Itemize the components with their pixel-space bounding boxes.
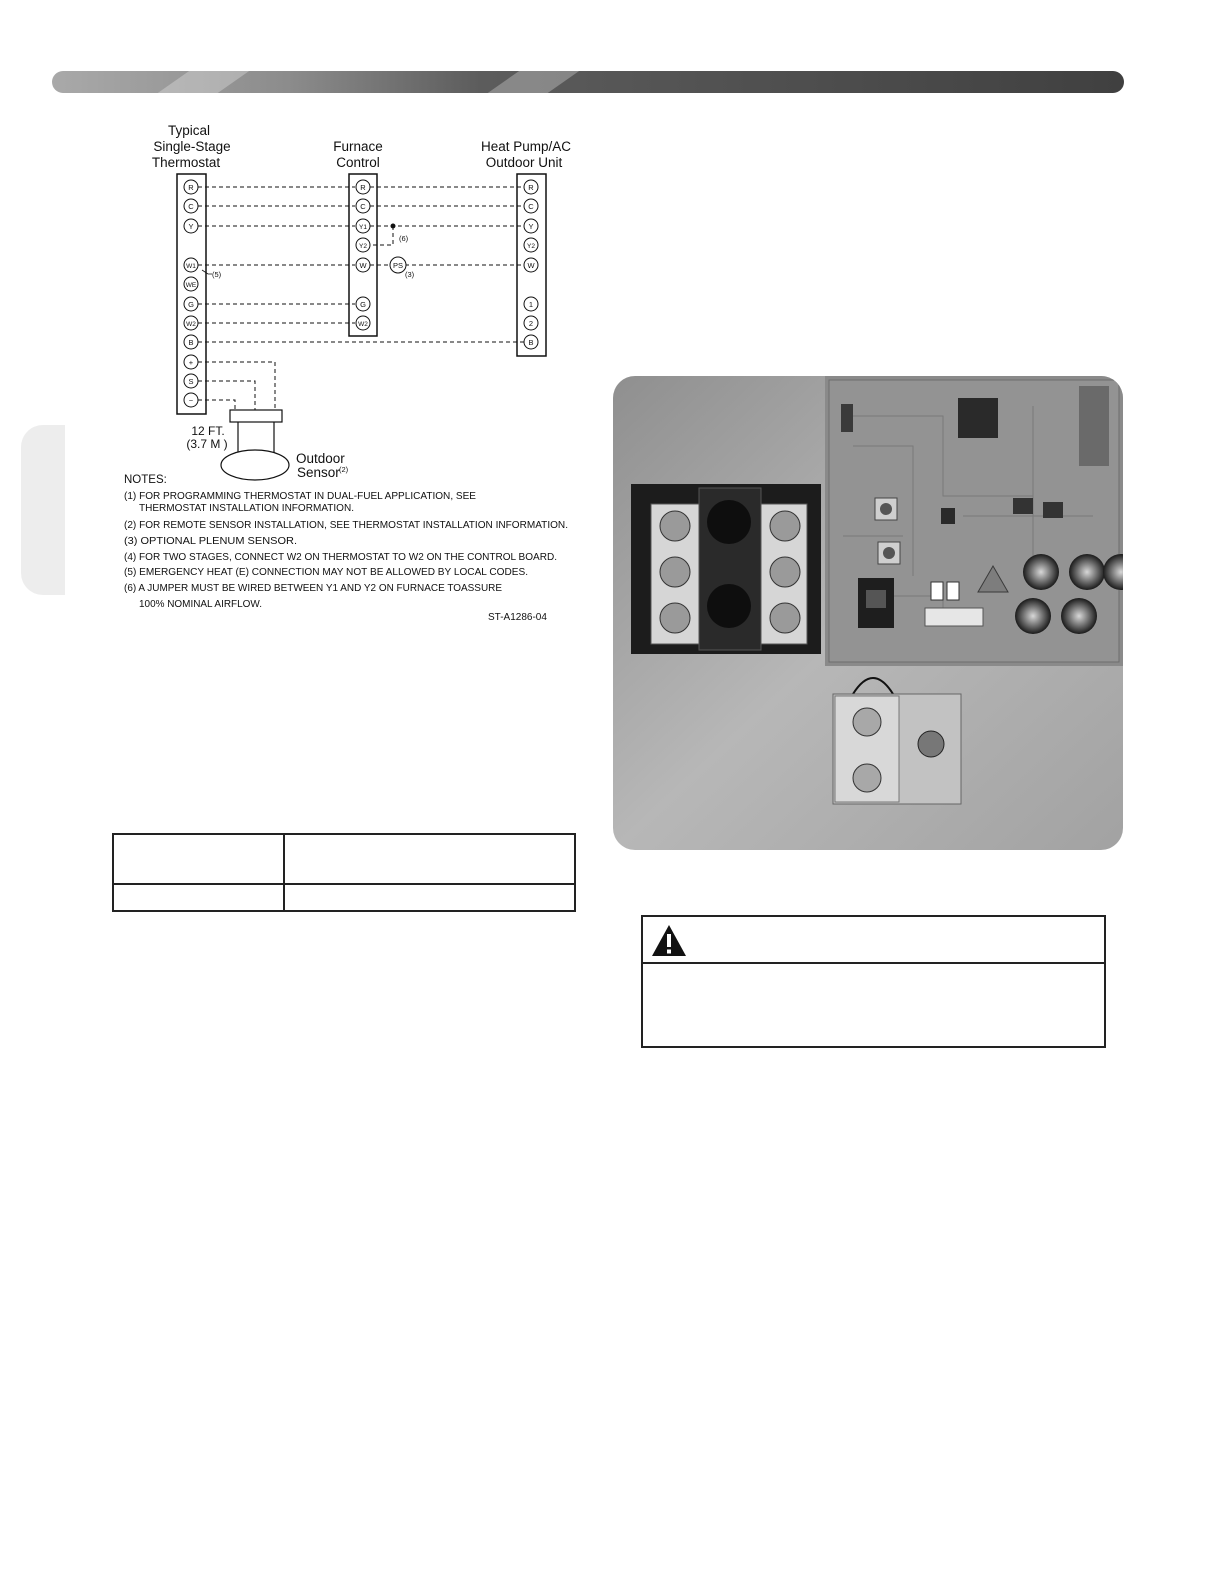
note-line: THERMOSTAT INSTALLATION INFORMATION.	[139, 502, 354, 514]
terminal-label: 2	[528, 319, 534, 328]
terminal-label: S	[188, 377, 194, 386]
outdoor-header-2: Outdoor Unit	[485, 155, 563, 170]
notes-list	[124, 490, 568, 610]
terminal-label: Y1	[359, 224, 367, 231]
control-board-photo	[613, 376, 1123, 850]
terminal-label: −	[188, 396, 194, 405]
warning-divider	[643, 962, 1104, 964]
outdoor-sensor	[221, 450, 289, 480]
terminal-label: Y	[528, 222, 534, 231]
terminal-label: G	[360, 300, 366, 309]
plenum-sensor-label: PS	[392, 261, 404, 270]
thermostat-terminals	[184, 180, 198, 407]
note-line: (3) OPTIONAL PLENUM SENSOR.	[124, 535, 297, 547]
note-line: (2) FOR REMOTE SENSOR INSTALLATION, SEE THERMOSTAT INSTALLATION INFORMATION.	[124, 519, 568, 531]
distance-ft: 12 FT.	[191, 424, 225, 438]
terminal-label: C	[528, 202, 534, 211]
terminal-label: Y	[188, 222, 194, 231]
table-row-divider	[114, 883, 574, 885]
terminal-label: W	[527, 261, 535, 270]
sensor-note-ref: (2)	[339, 465, 349, 474]
wiring-diagram	[110, 118, 580, 638]
note-line: (6) A JUMPER MUST BE WIRED BETWEEN Y1 AND Y2 ON FURNACE TOASSURE	[124, 582, 502, 594]
furnace-strip	[349, 174, 377, 336]
warning-triangle-icon	[651, 924, 687, 957]
terminal-label: C	[360, 202, 366, 211]
terminal-label: R	[188, 183, 194, 192]
terminal-label: G	[188, 300, 194, 309]
terminal-label: R	[528, 183, 534, 192]
terminal-label: W2	[186, 321, 196, 328]
notes-title: NOTES:	[124, 474, 167, 486]
terminal-label: +	[188, 358, 194, 367]
terminal-label: B	[528, 338, 534, 347]
furnace-header-2: Control	[336, 155, 380, 170]
side-tab	[21, 425, 65, 595]
terminal-label: W2	[358, 321, 368, 328]
outdoor-header-1: Heat Pump/AC	[480, 139, 572, 154]
sensor-label-1: Outdoor	[296, 451, 345, 466]
thermostat-header-1: Typical	[167, 123, 211, 138]
note-ref-3: (3)	[405, 270, 415, 279]
emergency-jumper	[202, 270, 212, 274]
jumper-dot	[391, 224, 396, 229]
note-line: (4) FOR TWO STAGES, CONNECT W2 ON THERMOSTAT TO W2 ON THE CONTROL BOARD.	[124, 551, 557, 563]
warning-box	[641, 915, 1106, 1048]
terminal-label: R	[360, 183, 366, 192]
terminal-label: W1	[186, 263, 196, 270]
table-column-divider	[283, 835, 285, 910]
terminal-label: B	[188, 338, 194, 347]
terminal-label: Y2	[359, 243, 367, 250]
distance-m: (3.7 M )	[186, 437, 228, 451]
sensor-label-2: Sensor	[297, 465, 340, 480]
sensor-plug	[230, 410, 282, 422]
note-line: (1) FOR PROGRAMMING THERMOSTAT IN DUAL-FUEL APPLICATION, SEE	[124, 490, 476, 502]
header-bar	[52, 71, 1124, 93]
terminal-label: WE	[185, 282, 197, 289]
outdoor-terminals	[524, 180, 538, 349]
note-ref-5: (5)	[212, 270, 222, 279]
thermostat-header-2: Single-Stage	[153, 139, 231, 154]
note-ref-6: (6)	[399, 234, 409, 243]
terminal-label: C	[188, 202, 194, 211]
note-line: (5) EMERGENCY HEAT (E) CONNECTION MAY NOT BE ALLOWED BY LOCAL CODES.	[124, 566, 528, 578]
furnace-terminals	[356, 180, 370, 330]
spec-table	[112, 833, 576, 912]
thermostat-header-3: Thermostat	[151, 155, 221, 170]
figure-id: ST-A1286-04	[488, 612, 547, 623]
terminal-label: 1	[528, 300, 534, 309]
terminal-label: W	[359, 261, 367, 270]
terminal-label: Y2	[527, 243, 535, 250]
note-line: 100% NOMINAL AIRFLOW.	[139, 598, 262, 610]
furnace-header-1: Furnace	[333, 139, 383, 154]
